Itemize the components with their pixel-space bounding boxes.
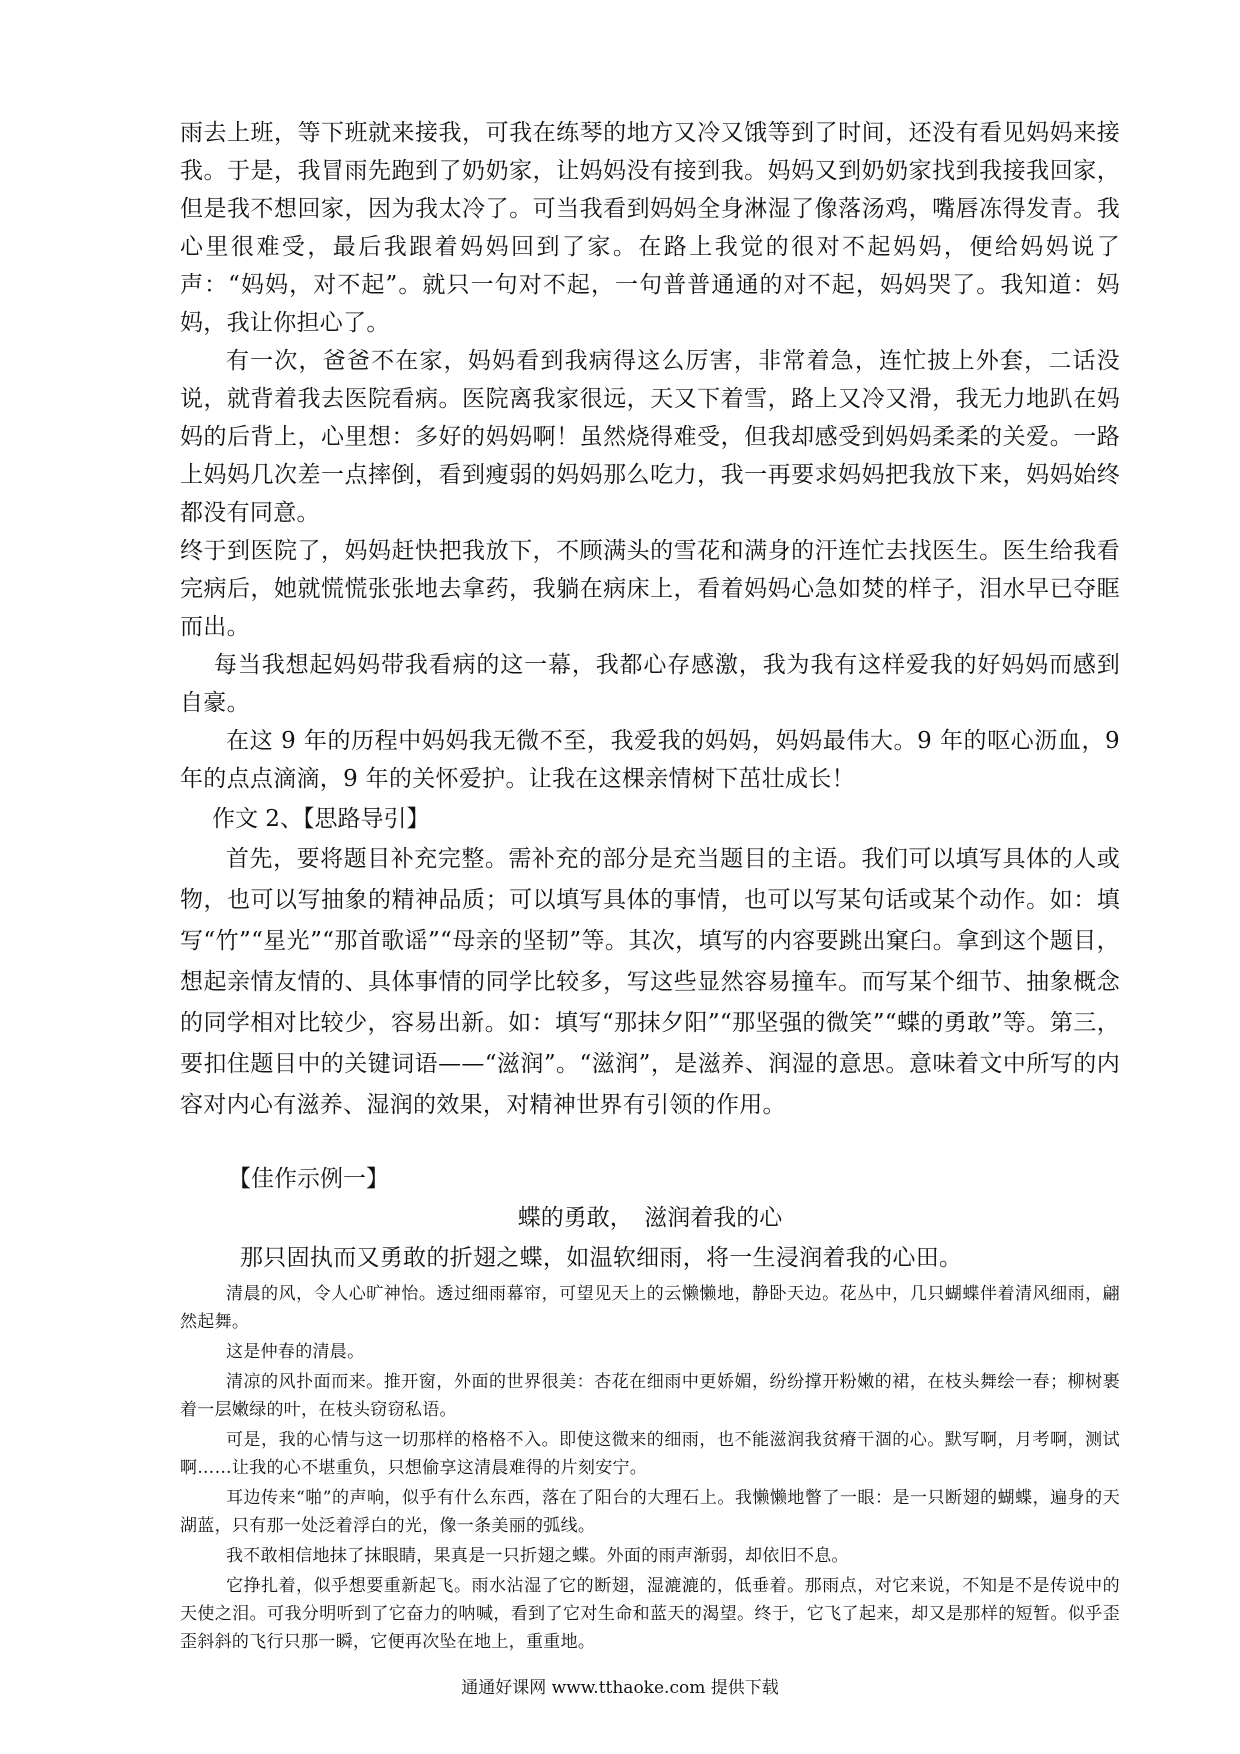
paragraph-guidance: 首先，要将题目补充完整。需补充的部分是充当题目的主语。我们可以填写具体的人或物，也可以写抽象的精神品质；可以填写具体的事情，也可以写某句话或某个动作。如：填写“竹”“星光”“那首歌谣”“母亲的坚韧”等。其次，填写的内容要跳出窠臼。拿到这个题目，想起亲情友情的、具体事情的同学比较多，写这些显然容易撞车。而写某个细节、抽象概念的同学相对比较少，容易出新。如：填写“那抹夕阳”“那坚强的微笑”“蝶的勇敢”等。第三，要扣住题目中的关键词语——“滋润”。“滋润”，是滋养、润湿的意思。意味着文中所写的内容对内心有滋养、湿润的效果，对精神世界有引领的作用。 [180, 846, 1120, 1118]
paragraph-2: 有一次，爸爸不在家，妈妈看到我病得这么厉害，非常着急，连忙披上外套，二话没说，就背着我去医院看病。医院离我家很远，天又下着雪，路上又冷又滑，我无力地趴在妈妈的后背上，心里想：多好的妈妈啊！虽然烧得难受，但我却感受到妈妈柔柔的关爱。一路上妈妈几次差一点摔倒，看到瘦弱的妈妈那么吃力，我一再要求妈妈把我放下来，妈妈始终都没有同意。 [180, 348, 1120, 526]
paragraph-4: 每当我想起妈妈带我看病的这一幕，我都心存感激，我为我有这样爱我的好妈妈而感到自豪。 [180, 652, 1120, 716]
essay-paragraph-7: 我不敢相信地抹了抹眼睛，果真是一只折翅之蝶。外面的雨声渐弱，却依旧不息。 [226, 1546, 849, 1566]
paragraph-5: 在这 9 年的历程中妈妈我无微不至，我爱我的妈妈，妈妈最伟大。9 年的呕心沥血，9 年的点点滴滴，9 年的关怀爱护。让我在这棵亲情树下茁壮成长！ [180, 728, 1120, 792]
essay-paragraph-4: 清凉的风扑面而来。推开窗，外面的世界很美：杏花在细雨中更娇媚，纷纷撑开粉嫩的裙，在枝头舞绘一春；柳树裹着一层嫩绿的叶，在枝头窃窃私语。 [180, 1372, 1120, 1420]
essay-paragraph-3: 这是仲春的清晨。 [226, 1342, 365, 1362]
example-heading: 【佳作示例一】 [228, 1166, 389, 1192]
essay-paragraph-1: 那只固执而又勇敢的折翅之蝶，如温软细雨，将一生浸润着我的心田。 [240, 1245, 963, 1271]
essay-title: 蝶的勇敢， 滋润着我的心 [517, 1205, 783, 1231]
paragraph-3: 终于到医院了，妈妈赶快把我放下，不顾满头的雪花和满身的汗连忙去找医生。医生给我看完病后，她就慌慌张张地去拿药，我躺在病床上，看着妈妈心急如焚的样子，泪水早已夺眶而出。 [180, 538, 1120, 640]
page-footer: 通通好课网 www.tthaoke.com 提供下载 [461, 1678, 779, 1698]
essay-paragraph-6: 耳边传来“啪”的声响，似乎有什么东西，落在了阳台的大理石上。我懒懒地瞥了一眼：是一只断翅的蝴蝶，遍身的天湖蓝，只有那一处泛着浮白的光，像一条美丽的弧线。 [180, 1488, 1120, 1536]
paragraph-1: 雨去上班，等下班就来接我，可我在练琴的地方又冷又饿等到了时间，还没有看见妈妈来接我。于是，我冒雨先跑到了奶奶家，让妈妈没有接到我。妈妈又到奶奶家找到我接我回家，但是我不想回家，因为我太冷了。可当我看到妈妈全身淋湿了像落汤鸡，嘴唇冻得发青。我心里很难受，最后我跟着妈妈回到了家。在路上我觉的很对不起妈妈，便给妈妈说了声：“妈妈，对不起”。就只一句对不起，一句普普通通的对不起，妈妈哭了。我知道：妈妈，我让你担心了。 [180, 120, 1120, 336]
essay-paragraph-2: 清晨的风，令人心旷神怡。透过细雨幕帘，可望见天上的云懒懒地，静卧天边。花丛中，几只蝴蝶伴着清风细雨，翩然起舞。 [180, 1284, 1120, 1332]
essay-paragraph-5: 可是，我的心情与这一切那样的格格不入。即使这微来的细雨，也不能滋润我贫瘠干涸的心。默写啊，月考啊，测试啊……让我的心不堪重负，只想偷享这清晨难得的片刻安宁。 [180, 1430, 1120, 1478]
section-heading-essay-2: 作文 2、【思路导引】 [212, 806, 430, 832]
essay-paragraph-8: 它挣扎着，似乎想要重新起飞。雨水沾湿了它的断翅，湿漉漉的，低垂着。那雨点，对它来说，不知是不是传说中的天使之泪。可我分明听到了它奋力的呐喊，看到了它对生命和蓝天的渴望。终于，它飞了起来，却又是那样的短暂。似乎歪歪斜斜的飞行只那一瞬，它便再次坠在地上，重重地。 [180, 1576, 1120, 1652]
